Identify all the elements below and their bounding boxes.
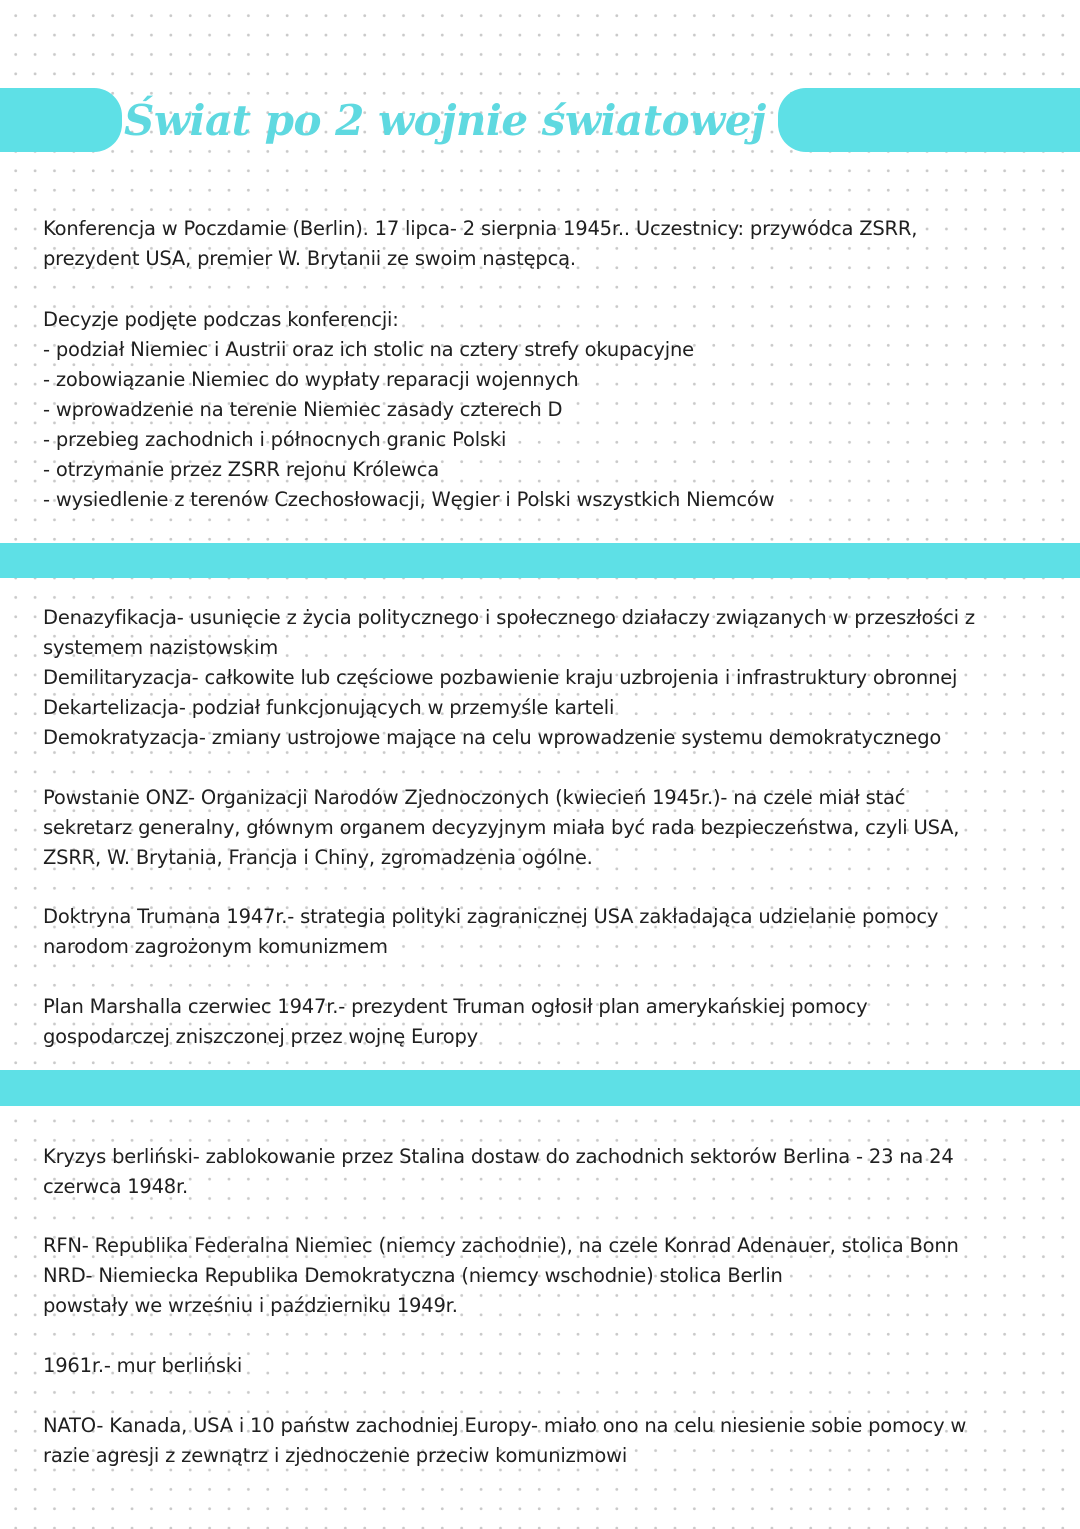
germanies-paragraph xyxy=(43,1231,1043,1321)
nato-paragraph xyxy=(43,1411,1043,1471)
list-item: - zobowiązanie Niemiec do wypłaty reparacji wojennych xyxy=(43,368,579,391)
text-line: Doktryna Trumana 1947r.- strategia polityki zagranicznej USA zakładająca udzielanie pomocy xyxy=(43,905,939,928)
list-item: - wprowadzenie na terenie Niemiec zasady czterech D xyxy=(43,398,563,421)
berlin-crisis-paragraph xyxy=(43,1142,1043,1202)
marshall-paragraph xyxy=(43,992,1043,1052)
title-band-right xyxy=(778,88,1080,152)
text-line: czerwca 1948r. xyxy=(43,1175,189,1198)
page-title: Świat po 2 wojnie światowej xyxy=(124,96,766,145)
text-line: Kryzys berliński- zablokowanie przez Stalina dostaw do zachodnich sektorów Berlina - 23 na 24 xyxy=(43,1145,954,1168)
definition-line: Denazyfikacja- usunięcie z życia politycznego i społecznego działaczy związanych w przeszłości z xyxy=(43,606,975,629)
list-item: - wysiedlenie z terenów Czechosłowacji, Węgier i Polski wszystkich Niemców xyxy=(43,488,775,511)
list-item: - otrzymanie przez ZSRR rejonu Królewca xyxy=(43,458,440,481)
text-line: sekretarz generalny, głównym organem decyzyjnym miała być rada bezpieczeństwa, czyli USA, xyxy=(43,816,960,839)
text-line: NATO- Kanada, USA i 10 państw zachodniej Europy- miało ono na celu niesienie sobie pomocy w xyxy=(43,1414,967,1437)
definition-line: Demokratyzacja- zmiany ustrojowe mające na celu wprowadzenie systemu demokratycznego xyxy=(43,726,942,749)
text-line: Powstanie ONZ- Organizacji Narodów Zjednoczonych (kwiecień 1945r.)- na czele miał stać xyxy=(43,786,906,809)
definition-line: Demilitaryzacja- całkowite lub częściowe pozbawienie kraju uzbrojenia i infrastruktury obronnej xyxy=(43,666,958,689)
text-line: razie agresji z zewnątrz i zjednoczenie przeciw komunizmowi xyxy=(43,1444,628,1467)
text-line: RFN- Republika Federalna Niemiec (niemcy zachodnie), na czele Konrad Adenauer, stolica Bonn xyxy=(43,1234,959,1257)
berlin-wall-paragraph xyxy=(43,1351,1043,1381)
four-d-definitions xyxy=(43,603,1043,753)
text-line: gospodarczej zniszczonej przez wojnę Europy xyxy=(43,1025,478,1048)
text-line: narodom zagrożonym komunizmem xyxy=(43,935,388,958)
onz-paragraph xyxy=(43,783,1043,873)
text-line: powstały we wrześniu i październiku 1949r. xyxy=(43,1294,458,1317)
definition-line: systemem nazistowskim xyxy=(43,636,278,659)
section-divider xyxy=(0,543,1080,578)
potsdam-paragraph xyxy=(43,214,1043,274)
title-band-left xyxy=(0,88,122,152)
list-heading: Decyzje podjęte podczas konferencji: xyxy=(43,308,399,331)
text-line: Konferencja w Poczdamie (Berlin). 17 lipca- 2 sierpnia 1945r.. Uczestnicy: przywódca ZSRR, xyxy=(43,217,918,240)
text-line: prezydent USA, premier W. Brytanii ze swoim następcą. xyxy=(43,247,576,270)
text-line: 1961r.- mur berliński xyxy=(43,1354,243,1377)
list-item: - podział Niemiec i Austrii oraz ich stolic na cztery strefy okupacyjne xyxy=(43,338,694,361)
definition-line: Dekartelizacja- podział funkcjonujących w przemyśle karteli xyxy=(43,696,615,719)
section-divider xyxy=(0,1070,1080,1106)
truman-paragraph xyxy=(43,902,1043,962)
text-line: ZSRR, W. Brytania, Francja i Chiny, zgromadzenia ogólne. xyxy=(43,846,593,869)
list-item: - przebieg zachodnich i północnych granic Polski xyxy=(43,428,507,451)
text-line: Plan Marshalla czerwiec 1947r.- prezydent Truman ogłosił plan amerykańskiej pomocy xyxy=(43,995,868,1018)
text-line: NRD- Niemiecka Republika Demokratyczna (niemcy wschodnie) stolica Berlin xyxy=(43,1264,783,1287)
decisions-list xyxy=(43,305,1043,515)
